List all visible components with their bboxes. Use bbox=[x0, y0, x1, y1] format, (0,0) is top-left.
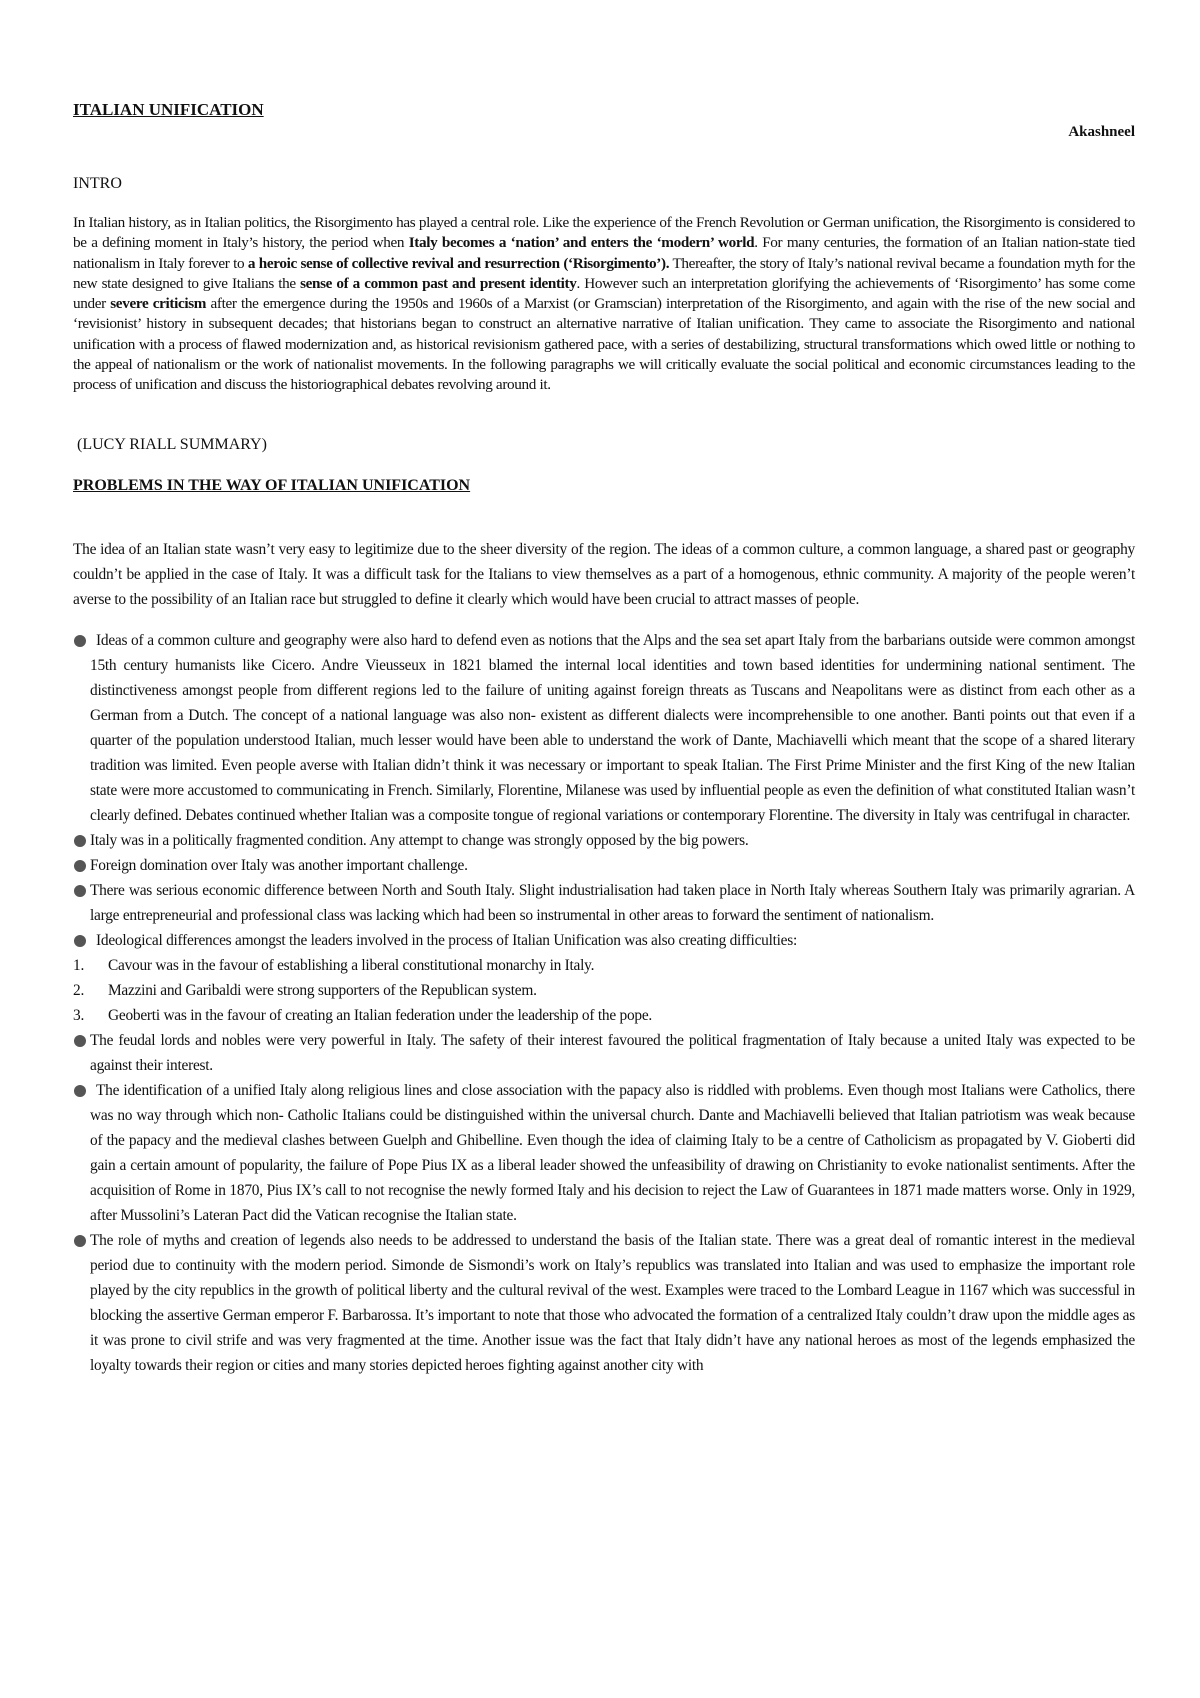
numbered-item-text: Cavour was in the favour of establishing a liberal constitutional monarchy in Italy. bbox=[108, 956, 595, 974]
item-number: 2. bbox=[73, 981, 85, 999]
list-item bbox=[73, 828, 1135, 853]
author-name: Akashneel bbox=[1068, 124, 1135, 140]
list-item-text: Foreign domination over Italy was another important challenge. bbox=[90, 856, 468, 874]
bullet-icon bbox=[74, 885, 86, 897]
document-page bbox=[73, 98, 1135, 1378]
list-item-text: The role of myths and creation of legends also needs to be addressed to understand the basis of the Italian state. There was a great deal of romantic interest in the medieval period due to continuity with the modern period. Simonde de Sismondi’s work on Italy’s republics was translated into Italian and was used to emphasize the important role played by the city republics in the growth of political liberty and the cultural revival of the west. Examples were traced to the Lombard League in 1167 which was successful in blocking the assertive German emperor F. Barbarossa. It’s important to note that those who advocated the formation of a centralized Italy couldn’t draw upon the middle ages as it was prone to civil strife and was very fragmented at the time. Another issue was the fact that Italy didn’t have any national heroes as most of the legends emphasized the loyalty towards their region or cities and many stories depicted heroes fighting against another city with bbox=[90, 1231, 1135, 1374]
bullet-icon bbox=[74, 935, 86, 947]
item-number: 1. bbox=[73, 956, 85, 974]
numbered-item bbox=[73, 953, 1135, 978]
section-heading: PROBLEMS IN THE WAY OF ITALIAN UNIFICATION bbox=[73, 476, 471, 494]
list-item bbox=[73, 878, 1135, 928]
intro-text-1: In Italian history, as in Italian politics, the Risorgimento has played a central role. Like the experience of the French Revolution or German unification, the Risorgimento is considered to be a defining moment in Italy’s history, the period when bbox=[73, 214, 1135, 252]
list-item bbox=[73, 1028, 1135, 1078]
intro-text-2: . For many centuries, the formation of an Italian nation-state tied nationalism in Italy forever to bbox=[73, 234, 1135, 272]
intro-text-4: . However such an interpretation glorifying the achievements of ‘Risorgimento’ has some come under bbox=[73, 274, 1135, 313]
list-item-text: Ideas of a common culture and geography were also hard to defend even as notions that the Alps and the sea set apart Italy from the barbarians outside were common amongst 15th century humanists like Cicero. Andre Vieusseux in 1821 blamed the internal local identities and town based identities for undermining national sentiment. The distinctiveness amongst people from different regions led to the failure of uniting against foreign threats as Tuscans and Neapolitans were as distinct from each other as a German from a Dutch. The concept of a national language was also non- existent as different dialects were incomprehensible to one another. Banti points out that even if a quarter of the population understood Italian, much lesser would have been able to understand the work of Dante, Machiavelli which meant that the scope of a shared literary tradition was limited. Even people averse with Italian didn’t think it was necessary or important to speak Italian. The First Prime Minister and the first King of the new Italian state were more accustomed to communicating in French. Similarly, Florentine, Milanese was used by influential people as even the definition of what constituted Italian wasn’t clearly defined. Debates continued whether Italian was a composite tongue of regional variations or contemporary Florentine. The diversity in Italy was centrifugal in character. bbox=[90, 631, 1135, 824]
bullet-icon bbox=[74, 635, 86, 647]
problems-list bbox=[73, 628, 1135, 1378]
list-item-text: There was serious economic difference between North and South Italy. Slight industrialisation had taken place in North Italy whereas Southern Italy was primarily agrarian. A large entrepreneurial and professional class was lacking which had been so instrumental in other areas to forward the sentiment of nationalism. bbox=[90, 881, 1135, 924]
bullet-icon bbox=[74, 1085, 86, 1097]
item-number: 3. bbox=[73, 1006, 85, 1024]
intro-bold-2: a heroic sense of collective revival and resurrection (‘Risorgimento’). bbox=[247, 254, 670, 272]
numbered-item bbox=[73, 1003, 1135, 1028]
bullet-icon bbox=[74, 860, 86, 872]
intro-bold-1: Italy becomes a ‘nation’ and enters the ‘modern’ world bbox=[408, 234, 755, 252]
intro-paragraph bbox=[73, 213, 1135, 396]
list-item bbox=[73, 853, 1135, 878]
list-item bbox=[73, 1228, 1135, 1378]
document-title: ITALIAN UNIFICATION bbox=[73, 100, 264, 119]
intro-bold-4: severe criticism bbox=[110, 295, 207, 313]
list-item-text: The feudal lords and nobles were very powerful in Italy. The safety of their interest favoured the political fragmentation of Italy because a united Italy was expected to be against their interest. bbox=[90, 1031, 1135, 1074]
list-item bbox=[73, 628, 1135, 828]
intro-heading: INTRO bbox=[73, 175, 122, 192]
list-item-text: Italy was in a politically fragmented condition. Any attempt to change was strongly opposed by the big powers. bbox=[90, 831, 749, 849]
bullet-icon bbox=[74, 1235, 86, 1247]
list-item-text: The identification of a unified Italy along religious lines and close association with the papacy also is riddled with problems. Even though most Italians were Catholics, there was no way through which non- Catholic Italians could be distinguished within the universal church. Dante and Machiavelli believed that Italian patriotism was weak because of the papacy and the medieval clashes between Guelph and Ghibelline. Even though the idea of claiming Italy to be a centre of Catholicism as propagated by V. Gioberti did gain a certain amount of popularity, the failure of Pope Pius IX as a liberal leader showed the unfeasibility of drawing on Christianity to evoke nationalist sentiments. After the acquisition of Rome in 1870, Pius IX’s call to not recognise the newly formed Italy and his decision to reject the Law of Guarantees in 1871 made matters worse. Only in 1929, after Mussolini’s Lateran Pact did the Vatican recognise the Italian state. bbox=[90, 1081, 1135, 1224]
list-item bbox=[73, 1078, 1135, 1228]
bullet-icon bbox=[74, 835, 86, 847]
intro-bold-3: sense of a common past and present identity bbox=[300, 274, 577, 292]
problems-intro-paragraph: The idea of an Italian state wasn’t very easy to legitimize due to the sheer diversity of the region. The ideas of a common culture, a common language, a shared past or geography couldn’t be applied in the case of Italy. It was a difficult task for the Italians to view themselves as a part of a homogenous, ethnic community. A majority of the people weren’t averse to the possibility of an Italian race but struggled to define it clearly which would have been crucial to attract masses of people. bbox=[73, 540, 1135, 608]
list-item-text: Ideological differences amongst the leaders involved in the process of Italian Unification was also creating difficulties: bbox=[96, 931, 798, 949]
lucy-riall-note: (LUCY RIALL SUMMARY) bbox=[77, 435, 267, 453]
intro-text-5: after the emergence during the 1950s and 1960s of a Marxist (or Gramscian) interpretation of the Risorgimento, and again with the rise of the new social and ‘revisionist’ history in subsequent decades; that historians began to construct an alternative narrative of Italian unification. They came to associate the Risorgimento and national unification with a process of flawed modernization and, as historical revisionism gathered pace, with a series of destabilizing, structural transformations which owed little or nothing to the appeal of nationalism or the work of nationalist movements. In the following paragraphs we will critically evaluate the social political and economic circumstances leading to the process of unification and discuss the historiographical debates revolving around it. bbox=[73, 295, 1135, 394]
intro-text-3: Thereafter, the story of Italy’s national revival became a foundation myth for the new state designed to give Italians the bbox=[73, 254, 1135, 292]
bullet-icon bbox=[74, 1035, 86, 1047]
numbered-item-text: Mazzini and Garibaldi were strong supporters of the Republican system. bbox=[108, 981, 537, 999]
numbered-item bbox=[73, 978, 1135, 1003]
numbered-item-text: Geoberti was in the favour of creating an Italian federation under the leadership of the pope. bbox=[108, 1006, 653, 1024]
list-item bbox=[73, 928, 1135, 953]
